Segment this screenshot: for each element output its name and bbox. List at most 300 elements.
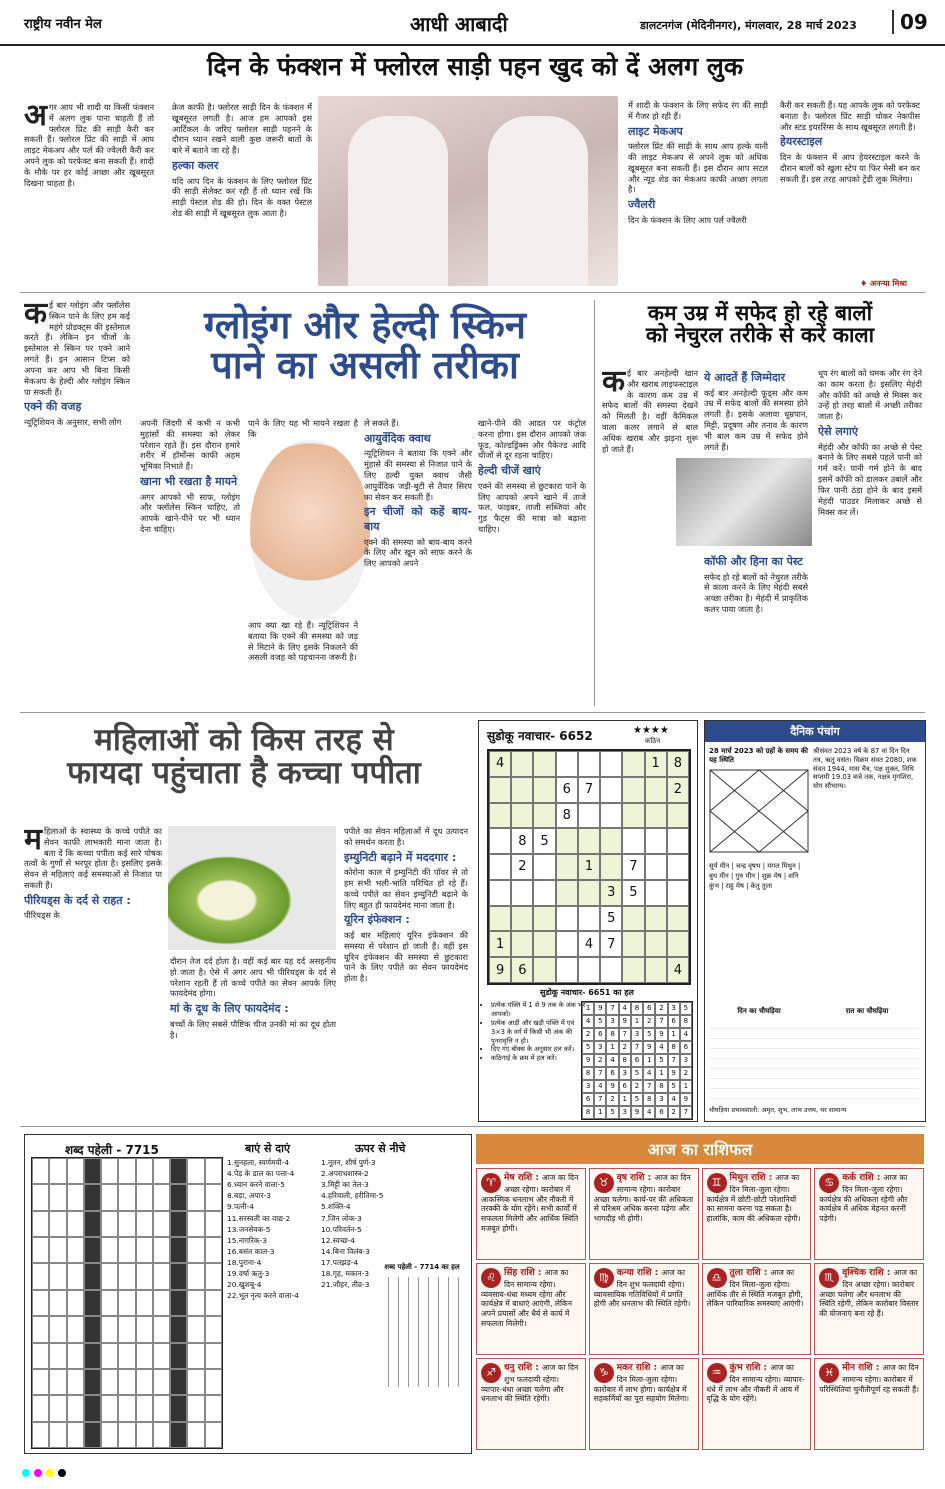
crossword-cell[interactable] [153,1395,170,1421]
crossword-cell[interactable] [170,1184,187,1210]
sudoku-cell[interactable]: 8 [556,803,578,829]
crossword-cell[interactable] [136,1316,153,1342]
sudoku-cell[interactable] [667,828,689,854]
sudoku-cell[interactable] [556,931,578,957]
story3-col3 [818,368,922,706]
crossword-cell[interactable] [101,1184,118,1210]
crossword-cell[interactable] [187,1343,204,1369]
crossword-cell[interactable] [101,1237,118,1263]
sudoku-cell[interactable] [578,751,600,777]
panchang-header: 28 मार्च 2023 को ग्रहों के समय की यह स्थिति [709,747,808,764]
crossword-cell[interactable] [136,1369,153,1395]
sudoku-cell[interactable] [667,880,689,906]
sudoku-cell[interactable] [511,906,533,932]
sudoku-answer-cell: 6 [655,1106,667,1119]
crossword-cell[interactable] [187,1237,204,1263]
sudoku-answer-cell: 2 [655,1002,667,1015]
crossword-cell[interactable] [153,1211,170,1237]
crossword-cell[interactable] [67,1343,84,1369]
crossword-cell[interactable] [205,1422,222,1448]
sudoku-answer-cell: 4 [643,1067,655,1080]
crossword-cell[interactable] [84,1184,101,1210]
rashi-card [702,1168,812,1260]
sudoku-cell[interactable] [578,828,600,854]
sudoku-answer-cell: 9 [680,1093,692,1106]
rashi-card [589,1263,699,1355]
sudoku-answer-cell: 6 [643,1002,655,1015]
crossword-cell[interactable] [84,1343,101,1369]
crossword-cell[interactable] [136,1422,153,1448]
story2-col1b-text: न्यूट्रिशियन के अनुसार, सभी लोग [24,416,122,427]
sudoku-cell[interactable]: 5 [533,828,555,854]
crossword-cell[interactable] [153,1263,170,1289]
print-color-bar [20,1462,925,1474]
sudoku-cell[interactable] [533,957,555,983]
crossword-cell[interactable] [205,1290,222,1316]
sudoku-cell[interactable] [667,906,689,932]
crossword-cell[interactable] [170,1290,187,1316]
sudoku-cell[interactable] [489,803,511,829]
sudoku-cell[interactable] [622,931,644,957]
story2-col4 [364,418,472,706]
yellow-dot [46,1469,54,1477]
sudoku-cell[interactable] [578,803,600,829]
sudoku-rules [479,1001,587,1063]
sudoku-answer-cell: 6 [594,1028,606,1041]
sudoku-cell[interactable] [622,777,644,803]
story1-col3-text: में शादी के फंक्शन के लिए सफेद रंग की साड़ी में गैजर हो रही हैं। [628,100,768,121]
crossword-cell[interactable] [49,1343,66,1369]
across-clue: 9.पत्नी-4 [227,1202,254,1212]
crossword-cell[interactable] [136,1290,153,1316]
rashi-card [589,1168,699,1260]
sudoku-answer-cell: 1 [606,1041,618,1054]
crossword-cell[interactable] [101,1263,118,1289]
crossword-cell[interactable] [49,1211,66,1237]
sudoku-cell[interactable] [578,957,600,983]
crossword-cell[interactable] [170,1158,187,1184]
sudoku-cell[interactable] [533,803,555,829]
sudoku-answer-cell: 2 [582,1028,594,1041]
story4-col1b-text: पीरियड्स के [24,910,60,921]
story1-saree-photo [318,96,618,286]
sudoku-cell[interactable] [622,957,644,983]
sudoku-answer-cell: 5 [680,1002,692,1015]
rashi-card [702,1358,812,1450]
sudoku-cell[interactable] [511,931,533,957]
crossword-cell[interactable] [153,1237,170,1263]
crossword-cell[interactable] [67,1422,84,1448]
crossword-cell[interactable] [118,1422,135,1448]
sudoku-cell[interactable] [489,906,511,932]
crossword-cell[interactable] [118,1211,135,1237]
sudoku-cell[interactable]: 7 [600,931,622,957]
story1-sub-light-makeup: लाइट मेकअप [628,124,683,138]
sudoku-cell[interactable]: 2 [511,854,533,880]
night-choghadiya-label: रात का चौघड़िया [845,1007,889,1015]
crossword-cell[interactable] [170,1343,187,1369]
crossword-cell[interactable] [136,1343,153,1369]
sudoku-cell[interactable] [667,803,689,829]
crossword-cell[interactable] [170,1263,187,1289]
crossword-cell[interactable] [205,1237,222,1263]
sudoku-cell[interactable]: 1 [578,854,600,880]
crossword-cell[interactable] [32,1422,49,1448]
crossword-cell[interactable] [101,1422,118,1448]
sudoku-cell[interactable] [556,828,578,854]
crossword-cell[interactable] [205,1316,222,1342]
sudoku-cell[interactable]: 9 [489,957,511,983]
sudoku-answer-cell: 5 [631,1067,643,1080]
newspaper-logo: राष्ट्रीय नवीन मेल [24,17,102,32]
rashi-text: आज का दिन शुभ फलदायी रहेगा। व्यापार-धंधा अच्छा चलेगा और धनलाभ की स्थिति रहेगी। [481,1363,579,1404]
crossword-cell[interactable] [187,1369,204,1395]
sudoku-answer-cell: 1 [582,1002,594,1015]
crossword-cell[interactable] [101,1290,118,1316]
across-clue: 13.जनसेवक-5 [227,1224,271,1234]
sudoku-cell[interactable] [645,854,667,880]
crossword-cell[interactable] [84,1422,101,1448]
crossword-cell[interactable] [118,1316,135,1342]
sudoku-cell[interactable]: 6 [556,777,578,803]
crossword-cell[interactable] [170,1316,187,1342]
sudoku-answer-cell: 9 [643,1041,655,1054]
sudoku-cell[interactable]: 7 [578,777,600,803]
zodiac-icon: ♌ [481,1268,501,1288]
sudoku-cell[interactable] [533,777,555,803]
crossword-cell[interactable] [67,1184,84,1210]
crossword-cell[interactable] [49,1422,66,1448]
sudoku-cell[interactable] [511,880,533,906]
crossword-cell[interactable] [205,1395,222,1421]
sudoku-cell[interactable]: 5 [622,880,644,906]
crossword-cell[interactable] [49,1158,66,1184]
sudoku-answer-cell: 8 [668,1041,680,1054]
down-clue: 14.बिना विलंब-3 [321,1246,370,1256]
crossword-cell[interactable] [49,1316,66,1342]
crossword-cell[interactable] [84,1316,101,1342]
rashi-name: कर्क राशि : [842,1173,884,1183]
sudoku-cell[interactable] [600,803,622,829]
cyan-dot [22,1469,30,1477]
sudoku-cell[interactable] [533,854,555,880]
crossword-cell[interactable] [101,1395,118,1421]
sudoku-answer-cell: 8 [582,1106,594,1119]
crossword-cell[interactable] [101,1369,118,1395]
crossword-cell[interactable] [205,1184,222,1210]
sudoku-rule: • प्रत्येक आड़ी और खड़ी पंक्ति में एवं 3×3 के वर्ग में किसी भी अंक की पुनरावृत्ति न हो। [491,1019,587,1046]
story4-headline-line2: फायदा पहुंचाता है कच्चा पपीता [67,754,421,791]
crossword-cell[interactable] [32,1184,49,1210]
sudoku-cell[interactable] [533,880,555,906]
sudoku-cell[interactable] [600,828,622,854]
choghadiya-table [709,1019,919,1099]
crossword-cell[interactable] [170,1422,187,1448]
crossword-cell[interactable] [118,1237,135,1263]
sudoku-cell[interactable] [533,751,555,777]
across-clue: 8.बड़ा, अपार-3 [227,1191,271,1201]
crossword-cell[interactable] [32,1263,49,1289]
sudoku-cell[interactable] [600,751,622,777]
sudoku-rule: • कठिनाई के क्रम में हल करें। [491,1054,587,1063]
sudoku-cell[interactable] [511,751,533,777]
crossword-cell[interactable] [49,1237,66,1263]
crossword-cell[interactable] [187,1211,204,1237]
down-clue: 5.शक्ति-4 [321,1202,351,1212]
sudoku-cell[interactable] [489,880,511,906]
rashifal-panel [476,1134,924,1452]
crossword-cell[interactable] [170,1395,187,1421]
crossword-cell[interactable] [187,1158,204,1184]
sudoku-cell[interactable] [645,906,667,932]
sudoku-cell[interactable]: 8 [511,828,533,854]
sudoku-cell[interactable] [556,957,578,983]
sudoku-cell[interactable]: 2 [667,777,689,803]
rashi-name: मकर राशि : [616,1363,661,1373]
crossword-cell[interactable] [153,1343,170,1369]
story1-sub-hairstyle: हेयरस्टाइल [780,135,823,149]
crossword-cell[interactable] [67,1237,84,1263]
sudoku-cell[interactable] [667,854,689,880]
story2-sub-healthy: हेल्दी चीजें खाएं [478,464,541,478]
sudoku-cell[interactable] [622,906,644,932]
zodiac-icon: ♉ [594,1173,614,1193]
sudoku-cell[interactable] [622,751,644,777]
across-clues [227,1157,315,1301]
story4-col1 [24,826,162,1116]
crossword-cell[interactable] [49,1395,66,1421]
sudoku-cell[interactable]: 4 [667,957,689,983]
sudoku-cell[interactable]: 4 [489,751,511,777]
story2-headline-line1: ग्लोइंग और हेल्दी स्किन [204,303,526,347]
crossword-cell[interactable] [118,1343,135,1369]
crossword-cell[interactable] [32,1290,49,1316]
kundli-chart-icon [709,769,809,853]
crossword-cell[interactable] [205,1158,222,1184]
panchang-footer: चौघड़िया प्रभावशाली: अमृत, शुभ, लाभ उत्तम, चर सामान्य [709,1106,847,1114]
sudoku-cell[interactable] [489,777,511,803]
crossword-cell[interactable] [153,1158,170,1184]
crossword-cell[interactable] [84,1158,101,1184]
sudoku-answer-cell: 2 [606,1093,618,1106]
sudoku-cell[interactable] [600,957,622,983]
sudoku-answer-cell: 3 [619,1067,631,1080]
crossword-cell[interactable] [187,1290,204,1316]
crossword-cell[interactable] [153,1316,170,1342]
sudoku-cell[interactable] [533,931,555,957]
sudoku-answer-cell: 2 [680,1067,692,1080]
crossword-cell[interactable] [84,1395,101,1421]
crossword-cell[interactable] [84,1369,101,1395]
story1-col1 [24,102,154,288]
sudoku-cell[interactable]: 5 [600,906,622,932]
crossword-cell[interactable] [84,1237,101,1263]
crossword-cell[interactable] [136,1211,153,1237]
crossword-cell[interactable] [84,1290,101,1316]
zodiac-icon: ♎ [707,1268,727,1288]
crossword-cell[interactable] [205,1211,222,1237]
story2-col3b: आप क्या खा रहे हैं। न्यूट्रिशियन ने बताया कि एक्ने की समस्या को जड़ से मिटाने के लिए इसके निकलने की असली वजह को पहचानना जरूरी है। [248,620,358,663]
story3-col2 [704,368,808,456]
sudoku-cell[interactable] [556,906,578,932]
crossword-cell[interactable] [136,1395,153,1421]
crossword-cell[interactable] [49,1184,66,1210]
sudoku-cell[interactable]: 4 [578,931,600,957]
crossword-cell[interactable] [49,1290,66,1316]
crossword-cell[interactable] [153,1184,170,1210]
sudoku-cell[interactable] [645,777,667,803]
story4-col3 [344,826,468,1116]
story3-col2b-text: सफेद हो रहे बालों को नेचुरल तरीके से काला करने के लिए मेहंदी सबसे अच्छा तरीका है। मेहंदी में प्राकृतिक कलर पाया जाता है। [704,571,808,614]
sudoku-answer-cell: 1 [680,1080,692,1093]
sudoku-cell[interactable] [645,828,667,854]
story2-col5 [478,418,586,706]
crossword-cell[interactable] [118,1184,135,1210]
sudoku-answer-cell: 6 [619,1080,631,1093]
day-choghadiya-label: दिन का चौघड़िया [737,1007,781,1015]
crossword-cell[interactable] [118,1369,135,1395]
model-figure-right [488,116,588,286]
story3-col2-text: कई बार अनहेल्दी फूड्स और कम उम्र में सफेद बालों की समस्या होने लगती है। इसके अलावा धूम्रपान, मिट्टी, प्रदूषण और तनाव के कारण भी बाल कम उम्र में सफेद होने लगते हैं। [704,387,808,452]
crossword-cell[interactable] [101,1211,118,1237]
sudoku-cell[interactable] [600,777,622,803]
crossword-cell[interactable] [136,1158,153,1184]
across-clue: 6.ध्यान करने वाला-5 [227,1180,285,1190]
crossword-cell[interactable] [187,1184,204,1210]
sudoku-cell[interactable] [645,957,667,983]
crossword-cell[interactable] [153,1369,170,1395]
crossword-cell[interactable] [101,1316,118,1342]
dateline: डालटनगंज (मेदिनीनगर), मंगलवार, 28 मार्च 2023 [640,19,857,32]
crossword-cell[interactable] [136,1184,153,1210]
sudoku-answer-cell: 9 [582,1054,594,1067]
sudoku-cell[interactable] [578,906,600,932]
sudoku-cell[interactable] [556,854,578,880]
crossword-cell[interactable] [49,1369,66,1395]
crossword-cell[interactable] [32,1369,49,1395]
crossword-cell[interactable] [32,1158,49,1184]
sudoku-cell[interactable] [533,906,555,932]
sudoku-answer-cell: 2 [668,1106,680,1119]
crossword-cell[interactable] [136,1237,153,1263]
crossword-cell[interactable] [205,1369,222,1395]
sudoku-answer-cell: 1 [655,1067,667,1080]
crossword-cell[interactable] [205,1343,222,1369]
divider [20,292,925,293]
crossword-cell[interactable] [32,1395,49,1421]
crossword-cell[interactable] [187,1263,204,1289]
sudoku-answer-cell: 6 [631,1054,643,1067]
sudoku-cell[interactable] [556,880,578,906]
sudoku-cell[interactable]: 1 [489,931,511,957]
crossword-cell[interactable] [32,1237,49,1263]
rashi-card [814,1358,924,1450]
crossword-cell[interactable] [67,1395,84,1421]
crossword-cell[interactable] [187,1422,204,1448]
sudoku-answer-cell: 9 [606,1080,618,1093]
story2-col1-text: ई बार ग्लोइंग और फ्लॉलेस स्किन पाने के लिए हम कई महंगे प्रोडक्ट्स की इस्तेमाल करते हैं। लेकिन इन चीजों के इस्तेमाल से स्किन पर एक्ने आने लगते हैं। इन आसान टिप्स को अपना कर आप भी बिना किसी मेकअप के हेल्दी और ग्लोइंग स्किन पा सकती हैं। [24,300,130,397]
crossword-cell[interactable] [187,1395,204,1421]
crossword-cell[interactable] [153,1422,170,1448]
sudoku-cell[interactable] [578,880,600,906]
panchang-details: श्रीसंवत 2023 वर्ष के 87 वां दिन दिन तत्र, ऋतु वसंत। विक्रम संवत 2080, शक संवत 1944, मास चैत्र, पक्ष शुक्ल, तिथि सप्तमी 19.03 बजे तक, नक्षत्र मृगशिरा, योग सौभाग्य। [813,747,917,791]
rashi-text: आज का दिन मिला-जुला रहेगा। कार्यक्षेत्र में छोटी-छोटी परेशानियों का सामना करना पड़ सकता है। हालांकि, काम की अधिकता रहेगी। [706,1173,801,1224]
crossword-cell[interactable] [187,1316,204,1342]
crossword-cell[interactable] [118,1263,135,1289]
sudoku-cell[interactable] [511,803,533,829]
sudoku-cell[interactable] [489,854,511,880]
crossword-cell[interactable] [67,1290,84,1316]
page-number: 09 [892,10,928,34]
crossword-cell[interactable] [118,1290,135,1316]
crossword-cell[interactable] [170,1369,187,1395]
sudoku-cell[interactable] [600,854,622,880]
crossword-cell[interactable] [84,1263,101,1289]
sudoku-answer-grid [581,1001,693,1120]
sudoku-answer-cell: 3 [655,1093,667,1106]
sudoku-cell[interactable] [622,803,644,829]
sudoku-cell[interactable]: 7 [622,854,644,880]
crossword-cell[interactable] [67,1263,84,1289]
crossword-cell[interactable] [32,1316,49,1342]
story2-col4-text: ले सकते हैं। [364,418,399,428]
crossword-cell[interactable] [32,1343,49,1369]
crossword-cell[interactable] [153,1290,170,1316]
crossword-cell[interactable] [67,1211,84,1237]
crossword-cell[interactable] [170,1237,187,1263]
sudoku-answer-cell: 5 [668,1080,680,1093]
crossword-cell[interactable] [170,1211,187,1237]
sudoku-answer-cell: 4 [619,1002,631,1015]
sudoku-cell[interactable]: 1 [645,751,667,777]
sudoku-cell[interactable]: 6 [511,957,533,983]
sudoku-cell[interactable]: 8 [667,751,689,777]
rashi-text: आज का दिन मिला-जुला रहेगा। कारोबार में लाभ होगा। कार्यक्षेत्र में सहकर्मियों का पूरा सहयोग मिलेगा। [593,1363,690,1404]
sudoku-answer-cell: 3 [680,1054,692,1067]
crossword-cell[interactable] [67,1158,84,1184]
sudoku-cell[interactable] [489,828,511,854]
crossword-cell[interactable] [49,1263,66,1289]
crossword-cell[interactable] [84,1211,101,1237]
crossword-cell[interactable] [67,1316,84,1342]
story2-col5b-text: एक्ने की समस्या से छुटकारा पाने के लिए आपको अपने खाने में ताजे फल, फाइबर, ताजी सब्जियां और गुड फैट्स की मात्रा को बढ़ाना चाहिए। [478,480,586,535]
story4-headline-line1: महिलाओं को किस तरह से [94,722,394,758]
sudoku-cell[interactable] [667,931,689,957]
crossword-cell[interactable] [118,1158,135,1184]
sudoku-cell[interactable] [645,803,667,829]
sudoku-cell[interactable] [556,751,578,777]
sudoku-answer-cell: 1 [619,1093,631,1106]
story2-col1 [24,300,130,705]
crossword-cell[interactable] [32,1211,49,1237]
crossword-cell[interactable] [67,1369,84,1395]
crossword-cell[interactable] [101,1343,118,1369]
crossword-cell[interactable] [118,1395,135,1421]
sudoku-cell[interactable]: 3 [600,880,622,906]
sudoku-cell[interactable] [645,880,667,906]
zodiac-icon: ♓ [819,1363,839,1383]
sudoku-cell[interactable] [622,828,644,854]
sudoku-cell[interactable] [511,777,533,803]
crossword-cell[interactable] [205,1263,222,1289]
crossword-cell[interactable] [136,1263,153,1289]
crossword-cell[interactable] [101,1158,118,1184]
rashi-text: आज का दिन अच्छा रहेगा। कारोबार अच्छा चलेगा और धनलाभ की स्थिति रहेगी, लेकिन कारोबार विस्तार की योजनाएं बना रहे हैं। [819,1268,919,1319]
rashi-name: सिंह राशि : [504,1268,545,1278]
rashi-card [589,1358,699,1450]
sudoku-cell[interactable] [645,931,667,957]
sudoku-answer-cell: 1 [643,1054,655,1067]
